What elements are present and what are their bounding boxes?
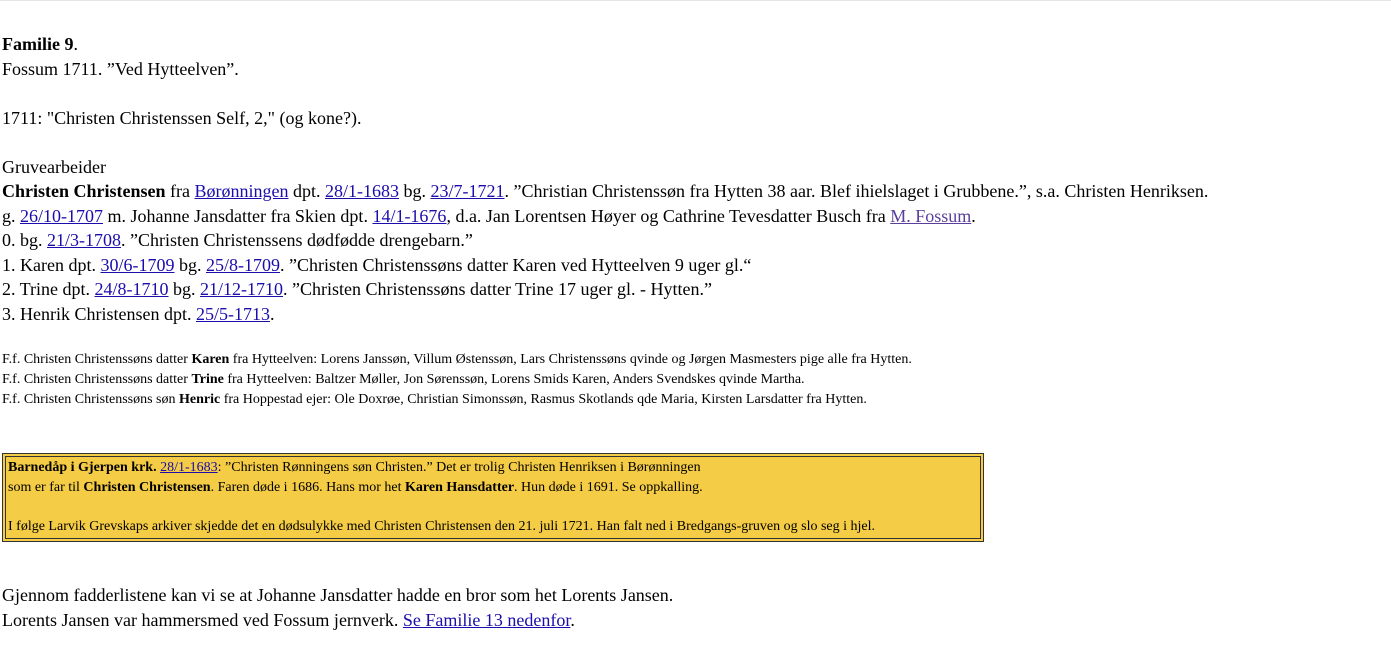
child-line: 0. bg. 21/3-1708. ”Christen Christenssens dødfødde drengebarn.” bbox=[2, 230, 473, 250]
place-link-m-fossum[interactable]: M. Fossum bbox=[890, 205, 972, 226]
child-date-link[interactable]: 21/3-1708 bbox=[47, 230, 121, 250]
child-date-link[interactable]: 25/5-1713 bbox=[195, 303, 270, 324]
note-box-line: som er far til Christen Christensen. Faren døde i 1686. Hans mor het Karen Hansdatter. Hun døde i 1691. Se oppkalling. bbox=[8, 480, 703, 495]
burial-date-link[interactable]: 23/7-1721 bbox=[430, 181, 505, 201]
marriage-date-link[interactable]: 26/10-1707 bbox=[20, 205, 103, 226]
footer-text bbox=[2, 583, 673, 632]
marriage-line: g. 26/10-1707 m. Johanne Jansdatter fra Skien dpt. 14/1-1676, d.a. Jan Lorentsen Høyer og Cathrine Tevesdatter Busch fra M. Fossum. bbox=[2, 205, 976, 226]
child-date-link[interactable]: 24/8-1710 bbox=[94, 279, 169, 299]
family-title: Familie 9 bbox=[2, 34, 74, 54]
spouse-baptism-link[interactable]: 14/1-1676 bbox=[372, 205, 447, 226]
godparents-line: F.f. Christen Christenssøns søn Henric fra Hoppestad ejer: Ole Doxrøe, Christian Simonssøn, Rasmus Skotlands qde Maria, Kirsten Larsdatter fra Hytten. bbox=[2, 392, 867, 407]
child-date-link[interactable]: 25/8-1709 bbox=[205, 254, 280, 275]
top-divider bbox=[0, 0, 1391, 1]
note-box bbox=[2, 453, 984, 542]
baptism-date-link[interactable]: 28/1-1683 bbox=[325, 181, 400, 201]
godparents-line: F.f. Christen Christenssøns datter Karen fra Hytteelven: Lorens Janssøn, Villum Østenssøn, Lars Christenssøns qvinde og Jørgen Masmesters pige alle fra Hytten. bbox=[2, 352, 912, 367]
note-box-paragraph: I følge Larvik Grevskaps arkiver skjedde det en dødsulykke med Christen Christensen den 21. juli 1721. Han falt ned i Bredgangs-gruven og slo seg i hjel. bbox=[8, 519, 876, 534]
document-body bbox=[2, 32, 1387, 410]
child-date-link[interactable]: 21/12-1710 bbox=[200, 279, 284, 299]
child-line: 2. Trine dpt. 24/8-1710 bg. 21/12-1710. ”Christen Christenssøns datter Trine 17 uger gl. - Hytten.” bbox=[2, 279, 712, 299]
footer-line: Gjennom fadderlistene kan vi se at Johanne Jansdatter hadde en bror som het Lorents Jansen. bbox=[2, 585, 674, 605]
footer-line: Lorents Jansen var hammersmed ved Fossum jernverk. Se Familie 13 nedenfor. bbox=[2, 609, 575, 630]
note-box-line: Barnedåp i Gjerpen krk. 28/1-1683: ”Christen Rønningens søn Christen.” Det er trolig Christen Henriksen i Børønningen bbox=[8, 460, 701, 475]
child-date-link[interactable]: 30/6-1709 bbox=[100, 254, 175, 275]
family-subtitle: Fossum 1711. ”Ved Hytteelven”. bbox=[2, 58, 239, 79]
main-person-line: Christen Christensen fra Børønningen dpt. 28/1-1683 bg. 23/7-1721. ”Christian Christenssøn fra Hytten 38 aar. Blef ihielslaget i Grubbene.”, s.a. Christen Henriksen. bbox=[2, 181, 1209, 201]
family-13-link[interactable]: Se Familie 13 nedenfor bbox=[402, 609, 571, 630]
note-baptism-link[interactable]: 28/1-1683 bbox=[160, 460, 218, 475]
occupation: Gruvearbeider bbox=[2, 156, 106, 177]
place-link-boronningen[interactable]: Børønningen bbox=[194, 181, 289, 201]
family-heading: Familie 9. bbox=[2, 34, 78, 54]
census-line: 1711: "Christen Christenssen Self, 2," (og kone?). bbox=[2, 107, 362, 128]
child-line: 3. Henrik Christensen dpt. 25/5-1713. bbox=[2, 303, 275, 324]
main-person-name: Christen Christensen bbox=[2, 181, 166, 201]
godparents-line: F.f. Christen Christenssøns datter Trine fra Hytteelven: Baltzer Møller, Jon Sørenssøn, Lorens Smids Karen, Anders Svendskes qvinde Martha. bbox=[2, 372, 805, 387]
child-line: 1. Karen dpt. 30/6-1709 bg. 25/8-1709. ”Christen Christenssøns datter Karen ved Hytteelven 9 uger gl.“ bbox=[2, 254, 752, 275]
